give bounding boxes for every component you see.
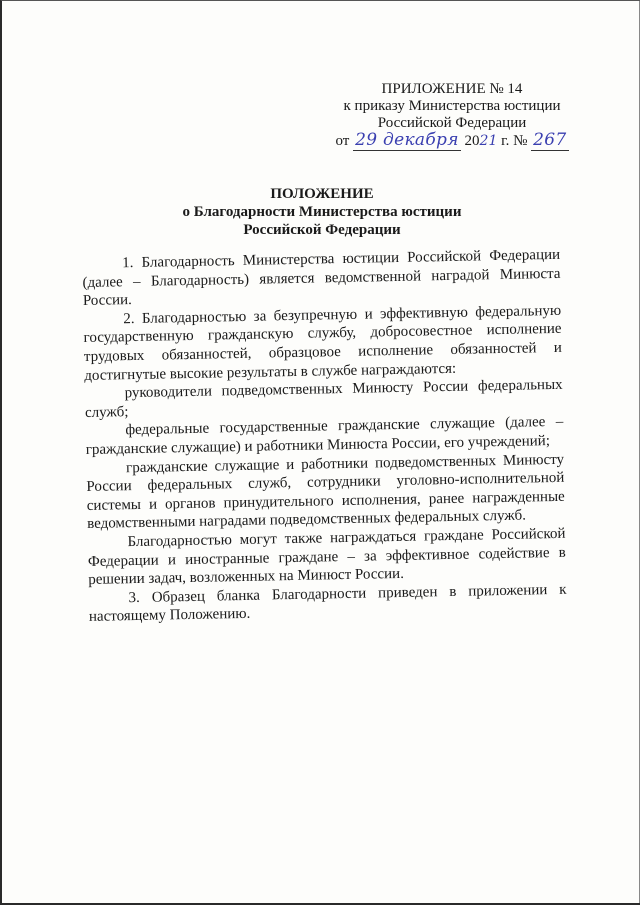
paragraph-2-item-2: федеральные государственные гражданские служащие (далее – гражданские служащие) и работники Минюста России, его учреждений; (85, 414, 564, 458)
document-body (82, 246, 567, 627)
paragraph-2-item-1: руководители подведомственных Минюсту России федеральных служб; (84, 376, 563, 421)
appendix-org: Российской Федерации (377, 115, 527, 131)
paragraph-2-extra: Благодарностью могут также награждаться граждане Российской Федерации и иностранные граждане – за эффективное содействие в решении задач, возложенных на Минюст России. (87, 525, 566, 589)
paragraph-2: 2. Благодарностью за безупречную и эффективную федеральную государственную гражданскую службу, добросовестное исполнение трудовых обязанностей, образцовое исполнение обязанностей и достигнутые высокие результаты в службе награждаются: (83, 302, 563, 384)
appendix-header (302, 81, 602, 150)
title-subheading-2: Российской Федерации (243, 222, 401, 238)
title-subheading-1: о Благодарности Министерства юстиции (182, 204, 462, 220)
document-title (82, 185, 562, 239)
handwritten-order-number: 267 (533, 130, 567, 150)
paragraph-3: 3. Образец бланка Благодарности приведен в приложении к настоящему Положению. (88, 581, 567, 626)
handwritten-date: 29 декабря (355, 130, 459, 150)
title-heading: ПОЛОЖЕНИЕ (270, 186, 374, 202)
paragraph-2-item-3: гражданские служащие и работники подведомственных Минюсту России федеральных служб, сотрудники уголовно-исполнительной системы и органов принудительного исполнения, ранее награжденные ведомственными наградами подведомственных федеральных служб. (86, 451, 565, 533)
appendix-order-ref: к приказу Министерства юстиции (343, 98, 561, 114)
appendix-number: ПРИЛОЖЕНИЕ № 14 (381, 81, 523, 97)
year-suffix: г. № (501, 133, 528, 149)
appendix-date-line (302, 132, 602, 150)
date-prefix: от (335, 133, 350, 149)
handwritten-year: 21 (479, 133, 498, 149)
year-prefix: 20 (464, 133, 480, 149)
paragraph-1: 1. Благодарность Министерства юстиции Российской Федерации (далее – Благодарность) является ведомственной наградой Минюста России. (82, 246, 561, 310)
